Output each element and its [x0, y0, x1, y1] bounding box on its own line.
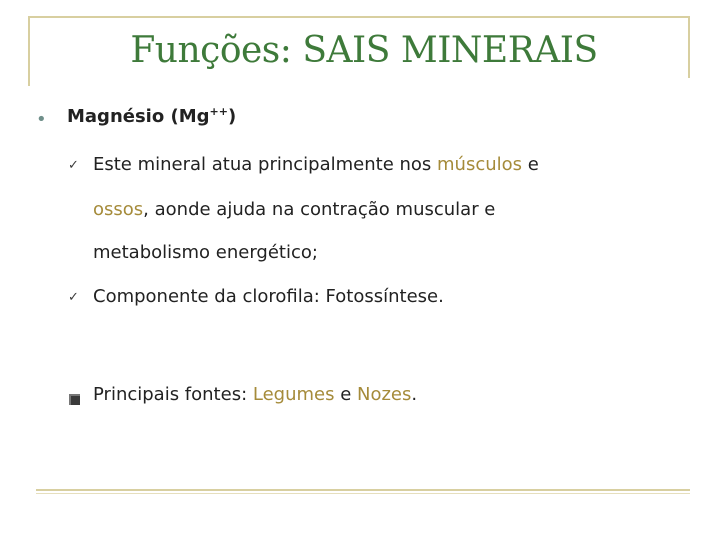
frame-bottom-line-thin — [36, 493, 690, 494]
highlight-legumes: Legumes — [252, 384, 335, 405]
item3-text-c: e — [334, 384, 357, 405]
heading-superscript: ++ — [209, 105, 228, 118]
highlight-nozes: Nozes — [357, 384, 412, 405]
highlight-musculos: músculos — [437, 154, 523, 175]
item1-text-a: Este mineral atua principalmente nos — [93, 154, 438, 175]
slide-title: Funções: SAIS MINERAIS — [130, 30, 598, 71]
item1-line2 — [93, 199, 495, 220]
square-bullet-icon — [69, 394, 80, 405]
item3-text-a: Principais fontes: — [93, 384, 253, 405]
item1-line3: metabolismo energético; — [93, 242, 318, 263]
item3-text-e: . — [411, 384, 418, 405]
item1-line1 — [93, 154, 539, 175]
frame-bottom-line — [36, 489, 690, 491]
heading-close: ) — [227, 106, 237, 127]
item2-line: Componente da clorofila: Fotossíntese. — [93, 286, 444, 307]
heading-magnesio — [67, 105, 236, 127]
highlight-ossos: ossos — [93, 199, 144, 220]
bullet-dot-icon: • — [36, 109, 47, 130]
heading-text: Magnésio (Mg — [67, 106, 210, 127]
item3-line — [93, 384, 417, 405]
check-icon: ✓ — [68, 290, 79, 305]
item1-text-c: e — [522, 154, 539, 175]
check-icon: ✓ — [68, 158, 79, 173]
frame-top-line — [28, 16, 690, 18]
item1-text-l2: , aonde ajuda na contração muscular e — [143, 199, 496, 220]
